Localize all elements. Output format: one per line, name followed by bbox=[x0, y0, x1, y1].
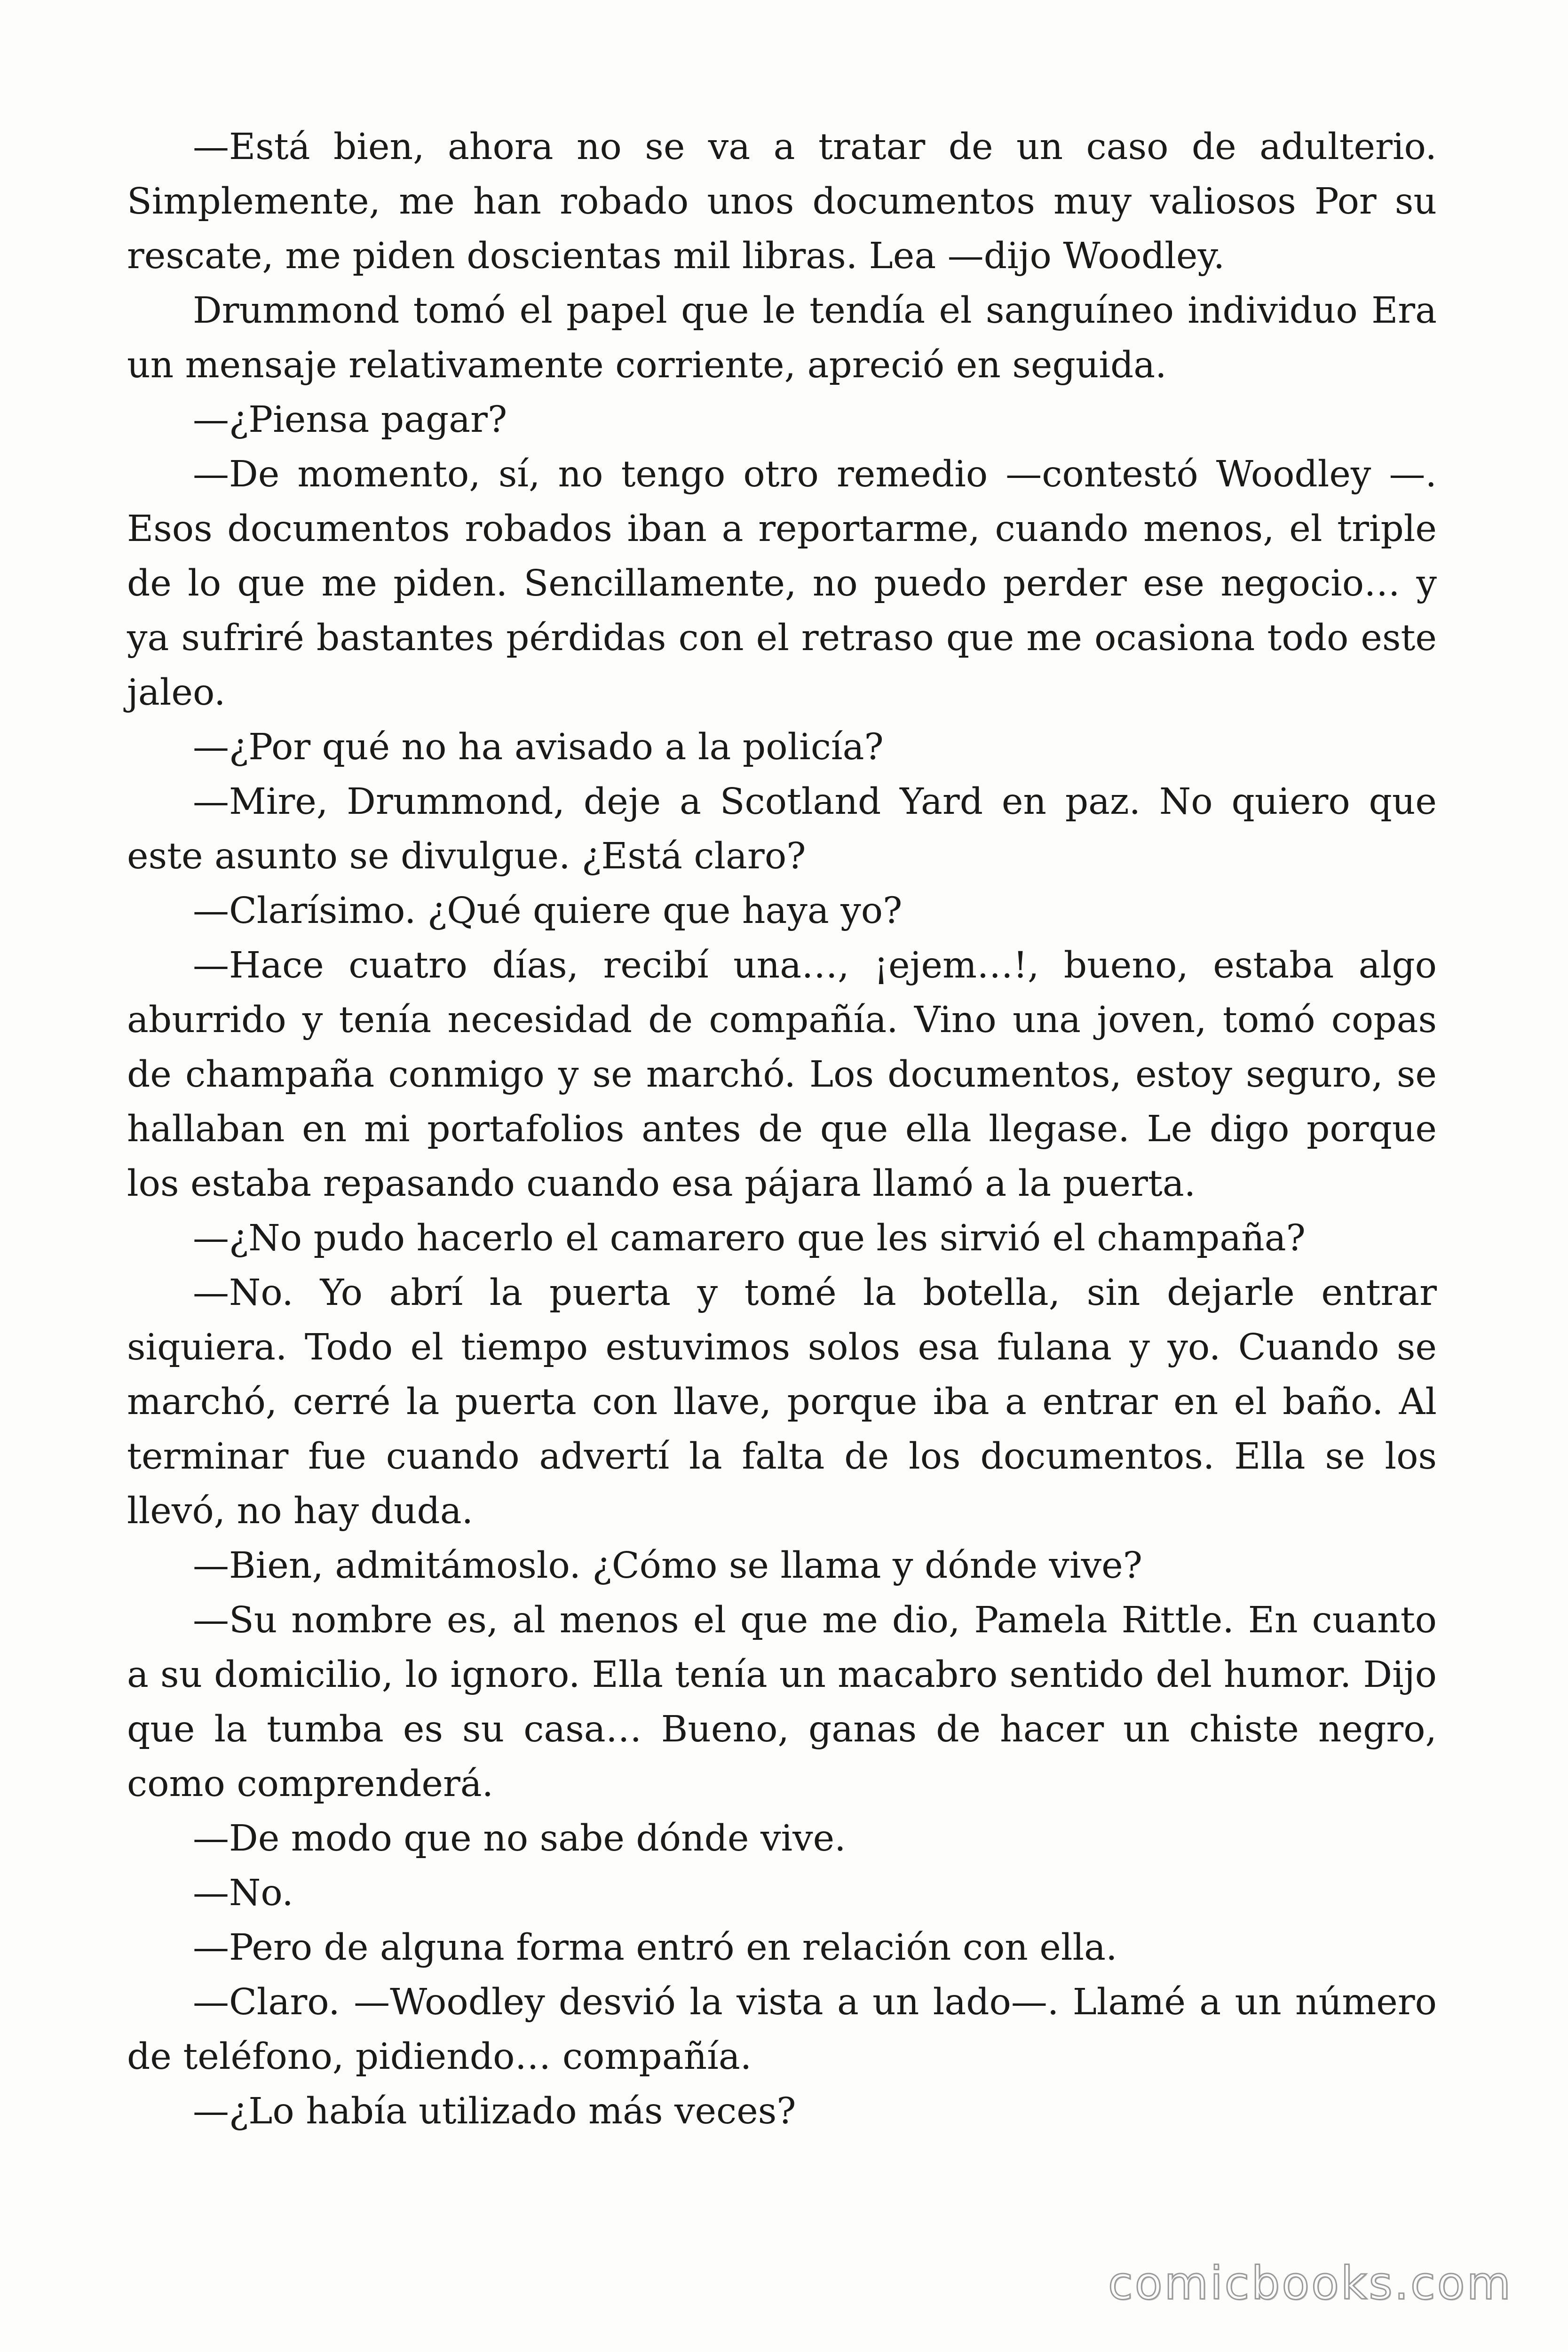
paragraph: —¿Lo había utilizado más veces? bbox=[193, 2090, 796, 2132]
page-text bbox=[127, 120, 1437, 2139]
paragraph: —¿Piensa pagar? bbox=[193, 399, 507, 441]
paragraph: —Está bien, ahora no se va a tratar de un caso de adulterio. Simplemente, me han robado unos documentos muy valiosos Por su rescate, me piden doscientas mil libras. Lea —dijo Woodley. bbox=[127, 126, 1437, 277]
paragraph: —Mire, Drummond, deje a Scotland Yard en paz. No quiero que este asunto se divulgue. ¿Está claro? bbox=[127, 781, 1437, 877]
paragraph: —Pero de alguna forma entró en relación con ella. bbox=[193, 1927, 1117, 1969]
paragraph: —De modo que no sabe dónde vive. bbox=[193, 1818, 846, 1859]
paragraph: —No. bbox=[193, 1872, 293, 1914]
watermark: comicbooks.com bbox=[1108, 2257, 1513, 2310]
paragraph: —¿Por qué no ha avisado a la policía? bbox=[193, 726, 884, 768]
paragraph: Drummond tomó el papel que le tendía el sanguíneo individuo Era un mensaje relativamente corriente, apreció en seguida. bbox=[127, 290, 1437, 386]
paragraph: —De momento, sí, no tengo otro remedio —contestó Woodley —. Esos documentos robados iban a reportarme, cuando menos, el triple de lo que me piden. Sencillamente, no puedo perder ese negocio… y ya sufriré bastantes pérdidas con el retraso que me ocasiona todo este jaleo. bbox=[127, 453, 1437, 714]
paragraph: —Bien, admitámoslo. ¿Cómo se llama y dónde vive? bbox=[193, 1545, 1143, 1587]
paragraph: —Su nombre es, al menos el que me dio, Pamela Rittle. En cuanto a su domicilio, lo ignoro. Ella tenía un macabro sentido del humor. Dijo que la tumba es su casa… Bueno, ganas de hacer un chiste negro, como comprenderá. bbox=[127, 1599, 1437, 1805]
paragraph: —Hace cuatro días, recibí una…, ¡ejem…!, bueno, estaba algo aburrido y tenía necesidad de compañía. Vino una joven, tomó copas de champaña conmigo y se marchó. Los documentos, estoy seguro, se hallaban en mi portafolios antes de que ella llegase. Le digo porque los estaba repasando cuando esa pájara llamó a la puerta. bbox=[127, 945, 1437, 1205]
paragraph: —Claro. —Woodley desvió la vista a un lado—. Llamé a un número de teléfono, pidiendo… compañía. bbox=[127, 1981, 1437, 2078]
paragraph: —¿No pudo hacerlo el camarero que les sirvió el champaña? bbox=[193, 1217, 1306, 1259]
paragraph: —Clarísimo. ¿Qué quiere que haya yo? bbox=[193, 890, 903, 932]
paragraph: —No. Yo abrí la puerta y tomé la botella, sin dejarle entrar siquiera. Todo el tiempo estuvimos solos esa fulana y yo. Cuando se marchó, cerré la puerta con llave, porque iba a entrar en el baño. Al terminar fue cuando advertí la falta de los documentos. Ella se los llevó, no hay duda. bbox=[127, 1272, 1437, 1532]
